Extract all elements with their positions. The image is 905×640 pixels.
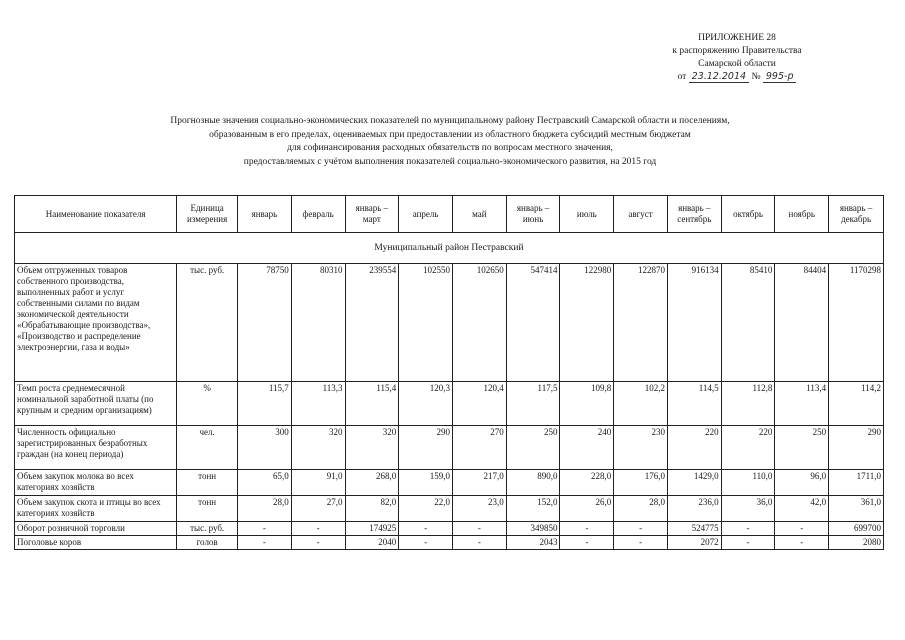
value-cell: 2040 (345, 536, 399, 550)
heading-line-1: Прогнозные значения социально-экономических показателей по муниципальному району Пестравский Самарской области и поселениям, (170, 116, 730, 126)
value-cell: 230 (614, 426, 668, 470)
indicator-unit: тыс. руб. (177, 264, 238, 382)
table-row (15, 264, 884, 382)
header-cell: Единица измерения (177, 196, 238, 233)
header-cell: январь – июнь (506, 196, 560, 233)
header-cell: Наименование показателя (15, 196, 177, 233)
value-cell: 36,0 (721, 496, 775, 522)
indicator-name: Объем закупок скота и птицы во всех категориях хозяйств (15, 496, 177, 522)
appendix-block (657, 32, 817, 84)
indicator-name: Численность официально зарегистрированных безработных граждан (на конец периода) (15, 426, 177, 470)
value-cell: 102550 (399, 264, 453, 382)
value-cell: - (238, 536, 292, 550)
appendix-line-2: Самарской области (698, 59, 776, 69)
value-cell: 290 (829, 426, 884, 470)
value-cell: - (721, 522, 775, 536)
document-heading (60, 115, 840, 169)
value-cell: - (399, 522, 453, 536)
value-cell: 120,4 (453, 382, 507, 426)
value-cell: 114,2 (829, 382, 884, 426)
value-cell: 239554 (345, 264, 399, 382)
value-cell: 2072 (667, 536, 721, 550)
value-cell: 65,0 (238, 470, 292, 496)
section-title: Муниципальный район Пестравский (15, 233, 884, 264)
value-cell: 228,0 (560, 470, 614, 496)
indicator-unit: голов (177, 536, 238, 550)
value-cell: - (560, 536, 614, 550)
header-cell: май (453, 196, 507, 233)
value-cell: - (453, 522, 507, 536)
table-header-row (15, 196, 884, 233)
value-cell: 320 (345, 426, 399, 470)
value-cell: 114,5 (667, 382, 721, 426)
header-cell: июль (560, 196, 614, 233)
value-cell: 110,0 (721, 470, 775, 496)
heading-line-3: для софинансирования расходных обязательств по вопросам местного значения, (287, 143, 613, 153)
header-cell: апрель (399, 196, 453, 233)
value-cell: 320 (291, 426, 345, 470)
value-cell: - (775, 522, 829, 536)
header-cell: ноябрь (775, 196, 829, 233)
value-cell: 250 (775, 426, 829, 470)
value-cell: 270 (453, 426, 507, 470)
value-cell: 23,0 (453, 496, 507, 522)
indicator-unit: % (177, 382, 238, 426)
value-cell: 102,2 (614, 382, 668, 426)
value-cell: 1711,0 (829, 470, 884, 496)
indicator-name: Объем закупок молока во всех категориях хозяйств (15, 470, 177, 496)
value-cell: 84404 (775, 264, 829, 382)
value-cell: 42,0 (775, 496, 829, 522)
indicator-unit: тонн (177, 496, 238, 522)
from-prefix: от (677, 72, 687, 82)
table-row (15, 522, 884, 536)
indicator-unit: тонн (177, 470, 238, 496)
header-cell: январь – декабрь (829, 196, 884, 233)
value-cell: 115,4 (345, 382, 399, 426)
value-cell: - (238, 522, 292, 536)
number-prefix: № (751, 72, 761, 82)
value-cell: 27,0 (291, 496, 345, 522)
value-cell: 547414 (506, 264, 560, 382)
order-line (657, 71, 817, 84)
value-cell: 122870 (614, 264, 668, 382)
value-cell: 122980 (560, 264, 614, 382)
appendix-line-1: к распоряжению Правительства (672, 46, 802, 56)
value-cell: 159,0 (399, 470, 453, 496)
value-cell: 217,0 (453, 470, 507, 496)
value-cell: 174925 (345, 522, 399, 536)
value-cell: 96,0 (775, 470, 829, 496)
indicator-name: Оборот розничной торговли (15, 522, 177, 536)
value-cell: 91,0 (291, 470, 345, 496)
value-cell: - (721, 536, 775, 550)
appendix-title: ПРИЛОЖЕНИЕ 28 (698, 33, 776, 43)
value-cell: 2043 (506, 536, 560, 550)
table-row (15, 536, 884, 550)
value-cell: 300 (238, 426, 292, 470)
value-cell: 916134 (667, 264, 721, 382)
value-cell: 1429,0 (667, 470, 721, 496)
heading-line-2: образованным в его пределах, оцениваемых при предоставлении из областного бюджета субсидий местным бюджетам (209, 129, 691, 140)
header-cell: январь – март (345, 196, 399, 233)
header-cell: январь (238, 196, 292, 233)
value-cell: 176,0 (614, 470, 668, 496)
value-cell: 113,3 (291, 382, 345, 426)
value-cell: 349850 (506, 522, 560, 536)
value-cell: 120,3 (399, 382, 453, 426)
table-row (15, 426, 884, 470)
value-cell: 112,8 (721, 382, 775, 426)
value-cell: - (775, 536, 829, 550)
value-cell: - (560, 522, 614, 536)
value-cell: 80310 (291, 264, 345, 382)
value-cell: 78750 (238, 264, 292, 382)
header-cell: август (614, 196, 668, 233)
table-row (15, 382, 884, 426)
indicators-table (14, 195, 884, 550)
value-cell: 290 (399, 426, 453, 470)
value-cell: 26,0 (560, 496, 614, 522)
value-cell: 699700 (829, 522, 884, 536)
value-cell: 524775 (667, 522, 721, 536)
value-cell: 22,0 (399, 496, 453, 522)
indicator-name: Поголовье коров (15, 536, 177, 550)
value-cell: 250 (506, 426, 560, 470)
value-cell: 220 (667, 426, 721, 470)
order-number: 995-р (763, 71, 797, 83)
table-row (15, 470, 884, 496)
value-cell: 1170298 (829, 264, 884, 382)
header-cell: октябрь (721, 196, 775, 233)
header-cell: январь – сентябрь (667, 196, 721, 233)
value-cell: 113,4 (775, 382, 829, 426)
table-row (15, 496, 884, 522)
header-cell: февраль (291, 196, 345, 233)
value-cell: - (614, 536, 668, 550)
value-cell: 117,5 (506, 382, 560, 426)
value-cell: 890,0 (506, 470, 560, 496)
value-cell: 28,0 (614, 496, 668, 522)
value-cell: 240 (560, 426, 614, 470)
section-row (15, 233, 884, 264)
value-cell: 85410 (721, 264, 775, 382)
value-cell: 102650 (453, 264, 507, 382)
value-cell: 220 (721, 426, 775, 470)
indicator-unit: тыс. руб. (177, 522, 238, 536)
order-date: 23.12.2014 (689, 71, 749, 83)
value-cell: 268,0 (345, 470, 399, 496)
value-cell: - (453, 536, 507, 550)
value-cell: - (399, 536, 453, 550)
value-cell: - (291, 536, 345, 550)
value-cell: 152,0 (506, 496, 560, 522)
value-cell: 2080 (829, 536, 884, 550)
indicator-unit: чел. (177, 426, 238, 470)
value-cell: 115,7 (238, 382, 292, 426)
value-cell: 109,8 (560, 382, 614, 426)
indicator-name: Темп роста среднемесячной номинальной заработной платы (по крупным и средним организациям) (15, 382, 177, 426)
value-cell: 28,0 (238, 496, 292, 522)
value-cell: 361,0 (829, 496, 884, 522)
value-cell: 236,0 (667, 496, 721, 522)
value-cell: - (614, 522, 668, 536)
heading-line-4: предоставляемых с учётом выполнения показателей социально-экономического развития, на 2015 год (243, 156, 657, 167)
value-cell: - (291, 522, 345, 536)
value-cell: 82,0 (345, 496, 399, 522)
indicator-name: Объем отгруженных товаров собственного производства, выполненных работ и услуг собственными силами по видам экономической деятельности «Обрабатывающие производства», «Производство и распределение электроэнергии, газа и воды» (15, 264, 177, 382)
